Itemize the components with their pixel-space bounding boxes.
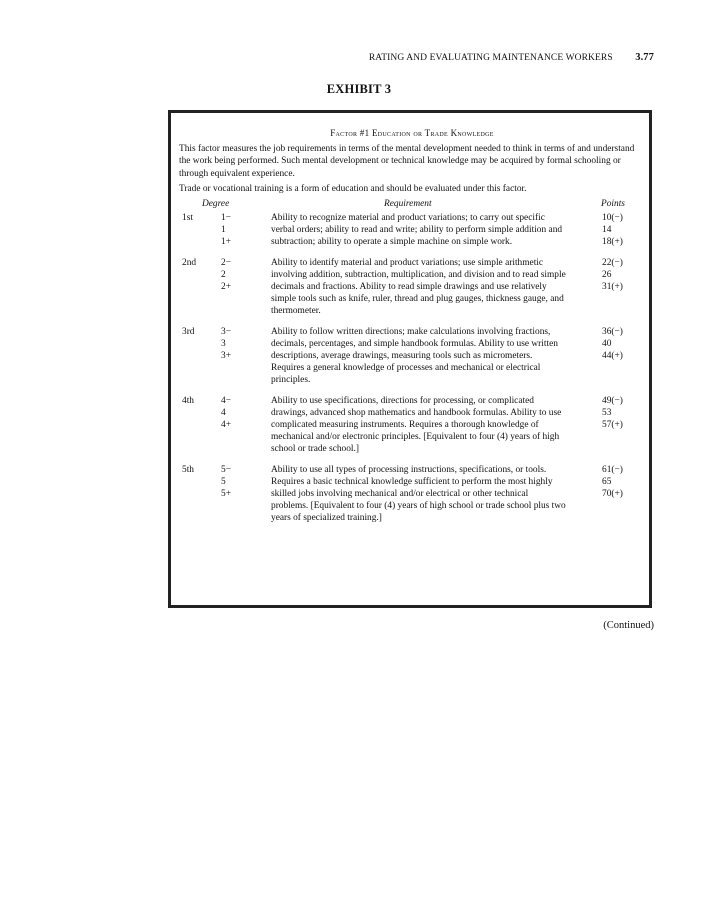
degree-sub: 3− [221, 326, 231, 337]
degree-ordinal: 2nd [182, 257, 197, 268]
degree-subdivisions [221, 212, 251, 249]
degree-row-1st [179, 212, 645, 249]
page-number: 3.77 [635, 52, 654, 63]
running-head-title: RATING AND EVALUATING MAINTENANCE WORKERS [368, 53, 613, 63]
points-value: 18(+) [602, 237, 623, 248]
degree-ordinal: 4th [182, 395, 194, 406]
degree-sub: 2 [221, 269, 226, 280]
degree-requirement: Ability to use all types of processing instructions, specifications, or tools. Requires a basic technical knowledge sufficient to perform the most highly skilled jobs involving mechanical and/or electrical or other technical problems. [Equivalent to four (4) years of high school or trade school plus two years of specialized training.] [271, 464, 566, 524]
points-value: 14 [602, 225, 612, 236]
degree-sub: 3+ [221, 351, 231, 362]
degree-sub: 2− [221, 257, 231, 268]
points-value: 57(+) [602, 420, 623, 431]
degree-requirement: Ability to recognize material and product variations; to carry out specific verbal orders; ability to read and write; ability to perform simple addition and subtraction; ability to operate a simple machine on simple work. [271, 213, 563, 248]
degree-sub: 5 [221, 476, 226, 487]
points-column-header: Points [601, 199, 625, 210]
points-value: 70(+) [602, 489, 623, 500]
degree-points [602, 257, 623, 294]
points-value: 49(−) [602, 395, 623, 406]
degree-requirement: Ability to follow written directions; make calculations involving fractions, decimals, percentages, and simple handbook formulas. Ability to use written descriptions, average drawings, measuring tools such as micrometers. Requires a general knowledge of processes and mechanical or electrical principles. [271, 326, 558, 386]
points-value: 53 [602, 407, 612, 418]
exhibit-box [168, 110, 652, 608]
degree-points [602, 464, 623, 501]
points-value: 65 [602, 476, 612, 487]
points-value: 40 [602, 338, 612, 349]
degree-sub: 1− [221, 213, 231, 224]
points-value: 61(−) [602, 464, 623, 475]
exhibit-title: EXHIBIT 3 [326, 82, 392, 96]
degree-points [602, 326, 623, 363]
exhibit-content [179, 127, 645, 533]
degree-subdivisions [221, 395, 251, 432]
degree-row-5th [179, 464, 645, 525]
degree-sub: 4 [221, 407, 226, 418]
degree-sub: 3 [221, 338, 226, 349]
degree-points [602, 212, 623, 249]
running-head [369, 52, 654, 63]
degree-points [602, 395, 623, 432]
degree-ordinal: 5th [182, 464, 194, 475]
degree-subdivisions [221, 464, 251, 501]
degree-subdivisions [221, 257, 251, 294]
points-value: 10(−) [602, 213, 623, 224]
factor-intro [179, 143, 645, 195]
degree-subdivisions [221, 326, 251, 363]
degree-requirement: Ability to use specifications, directions for processing, or complicated drawings, advanced shop mathematics and handbook formulas. Ability to use complicated measuring instruments. Requires a thorough knowledge of mechanical and/or electronic principles. [Equivalent to four (4) years of high school or trade school.] [271, 395, 562, 455]
degree-sub: 4+ [221, 420, 231, 431]
degree-sub: 1+ [221, 237, 231, 248]
column-headers [179, 198, 645, 212]
points-value: 36(−) [602, 326, 623, 337]
factor-heading: Factor #1 Education or Trade Knowledge [330, 128, 494, 138]
points-value: 31(+) [602, 282, 623, 292]
degree-ordinal: 1st [182, 213, 193, 224]
degree-row-3rd [179, 326, 645, 387]
degree-sub: 5+ [221, 489, 231, 500]
degree-sub: 2+ [221, 282, 231, 292]
degree-column-header: Degree [202, 199, 230, 210]
degree-row-2nd [179, 257, 645, 318]
degree-ordinal: 3rd [182, 326, 195, 337]
degree-sub: 5− [221, 464, 231, 475]
degree-sub: 4− [221, 395, 231, 406]
continued-note: (Continued) [603, 620, 654, 631]
intro-paragraph: Trade or vocational training is a form of education and should be evaluated under this factor. [179, 183, 527, 194]
requirement-column-header: Requirement [384, 199, 432, 210]
points-value: 44(+) [602, 351, 623, 362]
degree-requirement: Ability to identify material and product variations; use simple arithmetic involving addition, subtraction, multiplication, and division and to read simple decimals and fractions. Ability to read simple drawings and use relatively simple tools such as knife, ruler, thread and plug gauges, thickness gauge, and thermometer. [271, 257, 566, 317]
degree-row-4th [179, 395, 645, 456]
degree-sub: 1 [221, 225, 226, 236]
intro-paragraph: This factor measures the job requirements in terms of the mental development needed to think in terms of and understand the work being performed. Such mental development or technical knowledge may be acquired by formal schooling or through equivalent experience. [179, 144, 635, 179]
points-value: 22(−) [602, 257, 623, 268]
points-value: 26 [602, 269, 612, 280]
